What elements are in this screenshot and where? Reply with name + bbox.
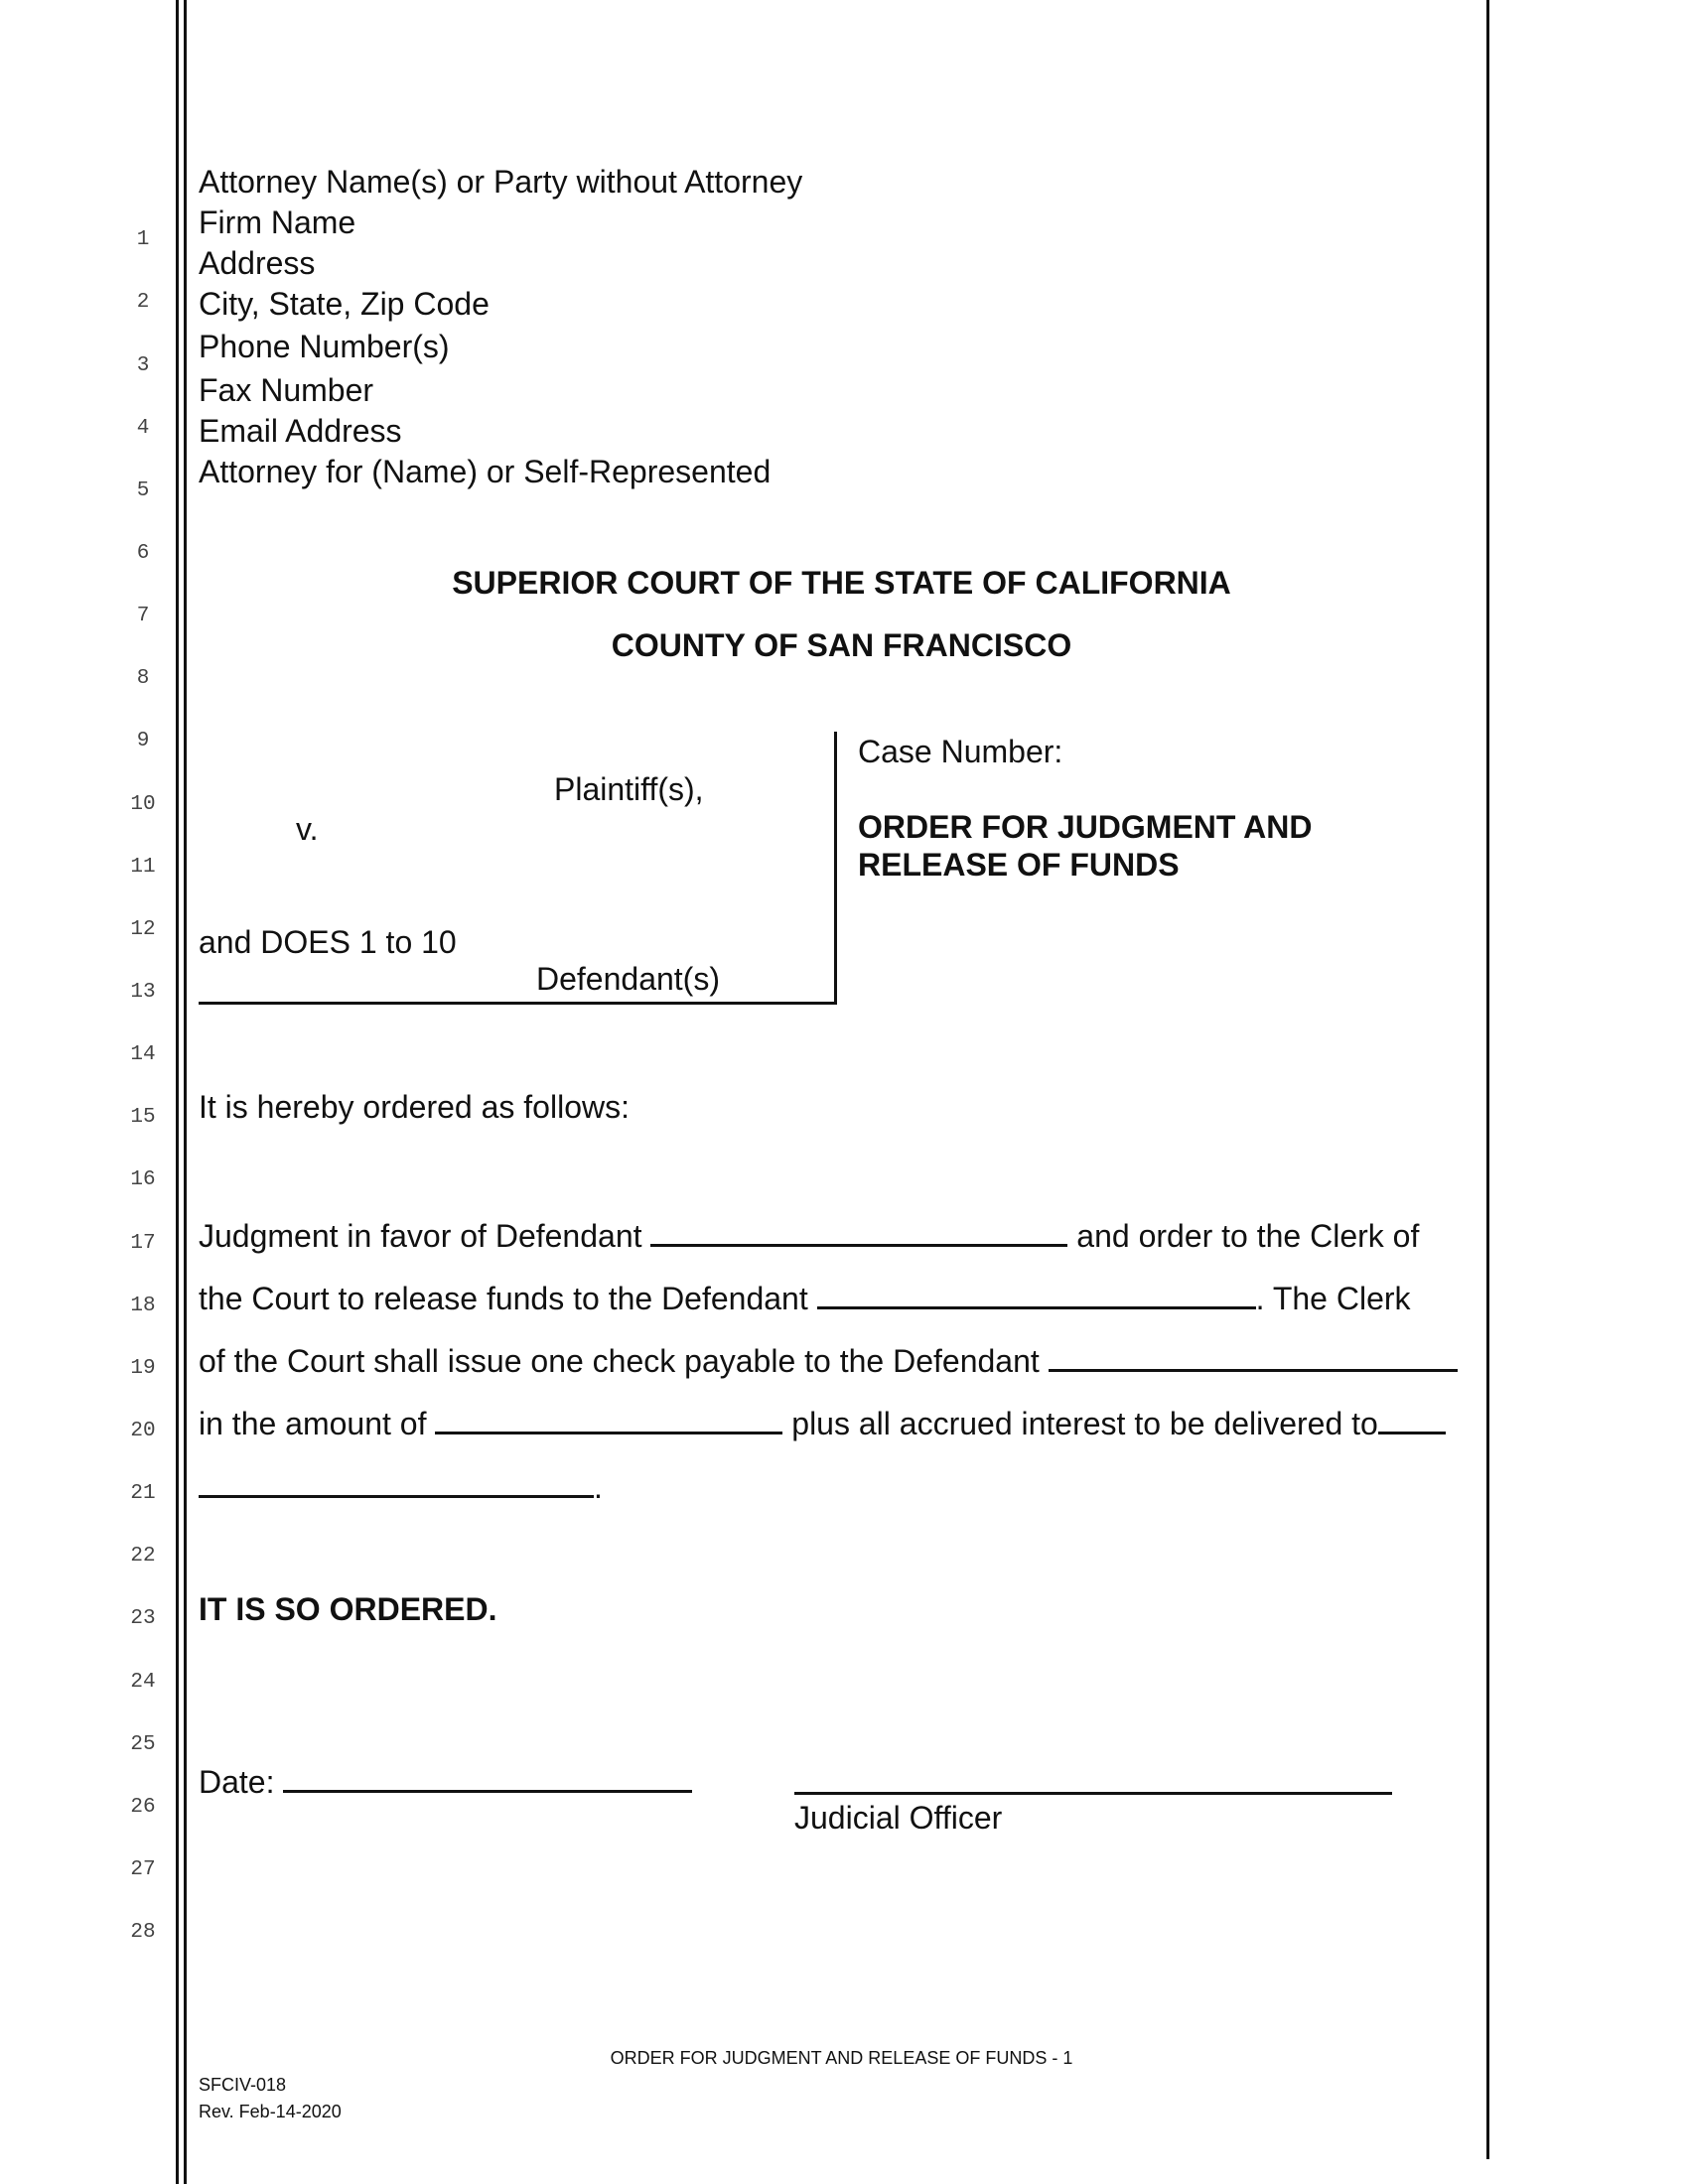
line-number: 11	[130, 856, 156, 879]
firm-name-line: Firm Name	[199, 205, 356, 240]
line-number: 22	[130, 1545, 156, 1568]
order-line-2-text-a: the Court to release funds to the Defendant	[199, 1281, 808, 1316]
document-title-line1: ORDER FOR JUDGMENT AND	[858, 809, 1313, 845]
court-county: COUNTY OF SAN FRANCISCO	[611, 627, 1072, 663]
order-line-2-text-b: . The Clerk	[1255, 1281, 1411, 1316]
document-title-line2: RELEASE OF FUNDS	[858, 847, 1180, 883]
payee-blank[interactable]	[1049, 1339, 1458, 1372]
delivery-recipient-blank-end[interactable]	[199, 1465, 594, 1498]
judicial-officer-label: Judicial Officer	[794, 1800, 1003, 1836]
amount-blank[interactable]	[435, 1402, 782, 1434]
line-number: 15	[130, 1106, 156, 1129]
line-number: 6	[136, 542, 150, 565]
footer-revision: Rev. Feb-14-2020	[199, 2102, 342, 2121]
left-margin-rule-inner	[184, 0, 187, 2184]
line-number: 9	[136, 730, 150, 752]
judicial-officer-signature-line[interactable]	[794, 1792, 1392, 1795]
line-number: 27	[130, 1858, 156, 1881]
address-line: Address	[199, 245, 316, 281]
left-margin-rule-outer	[176, 0, 179, 2184]
phone-line: Phone Number(s)	[199, 329, 450, 364]
does-label: and DOES 1 to 10	[199, 924, 457, 960]
city-state-zip-line: City, State, Zip Code	[199, 286, 490, 322]
delivery-recipient-blank-start[interactable]	[1378, 1402, 1446, 1434]
line-number: 25	[130, 1733, 156, 1756]
defendant-label: Defendant(s)	[536, 961, 720, 997]
line-number: 21	[130, 1482, 156, 1505]
order-line-3	[199, 1339, 1458, 1380]
court-name: SUPERIOR COURT OF THE STATE OF CALIFORNIA	[452, 565, 1231, 601]
caption-bottom-rule	[199, 1002, 837, 1005]
date-blank[interactable]	[283, 1760, 692, 1793]
line-number: 10	[130, 793, 156, 816]
order-line-3-text-a: of the Court shall issue one check payable to the Defendant	[199, 1343, 1040, 1379]
order-line-2	[199, 1277, 1411, 1317]
fax-line: Fax Number	[199, 372, 374, 408]
line-number: 1	[136, 228, 150, 251]
order-line-4	[199, 1402, 1446, 1442]
line-number: 7	[136, 605, 150, 627]
defendant-name-blank[interactable]	[650, 1214, 1067, 1247]
line-number: 24	[130, 1671, 156, 1694]
order-line-4-text-a: in the amount of	[199, 1406, 427, 1441]
line-number: 2	[136, 291, 150, 314]
order-line-1	[199, 1214, 1419, 1255]
order-line-1-text-b: and order to the Clerk of	[1076, 1218, 1420, 1254]
line-number: 5	[136, 479, 150, 502]
order-line-5-period: .	[594, 1469, 603, 1505]
caption-right-rule	[834, 732, 837, 1005]
line-number: 12	[130, 918, 156, 941]
line-number: 8	[136, 667, 150, 690]
line-number: 17	[130, 1232, 156, 1255]
versus-label: v.	[296, 811, 319, 847]
line-number: 23	[130, 1607, 156, 1630]
line-number: 3	[136, 354, 150, 377]
release-defendant-blank[interactable]	[817, 1277, 1256, 1309]
so-ordered-statement: IT IS SO ORDERED.	[199, 1591, 497, 1627]
attorney-name-line: Attorney Name(s) or Party without Attorney	[199, 164, 803, 200]
order-line-5	[199, 1465, 603, 1506]
line-number: 16	[130, 1168, 156, 1191]
footer-form-id: SFCIV-018	[199, 2075, 287, 2095]
email-line: Email Address	[199, 413, 402, 449]
footer-title: ORDER FOR JUDGMENT AND RELEASE OF FUNDS - 1	[610, 2048, 1073, 2068]
plaintiff-label: Plaintiff(s),	[554, 771, 704, 807]
line-number: 20	[130, 1420, 156, 1442]
line-number: 26	[130, 1796, 156, 1819]
line-number: 14	[130, 1043, 156, 1066]
line-number: 4	[136, 417, 150, 440]
order-line-1-text-a: Judgment in favor of Defendant	[199, 1218, 642, 1254]
order-line-4-text-b: plus all accrued interest to be delivered to	[791, 1406, 1378, 1441]
date-field	[199, 1760, 692, 1801]
line-number: 18	[130, 1295, 156, 1317]
case-number-label: Case Number:	[858, 734, 1063, 769]
date-label: Date:	[199, 1764, 275, 1800]
line-number: 19	[130, 1357, 156, 1380]
attorney-for-line: Attorney for (Name) or Self-Represented	[199, 454, 772, 489]
line-number: 13	[130, 981, 156, 1004]
line-number: 28	[130, 1921, 156, 1944]
right-margin-rule	[1486, 0, 1489, 2159]
order-intro: It is hereby ordered as follows:	[199, 1089, 630, 1125]
